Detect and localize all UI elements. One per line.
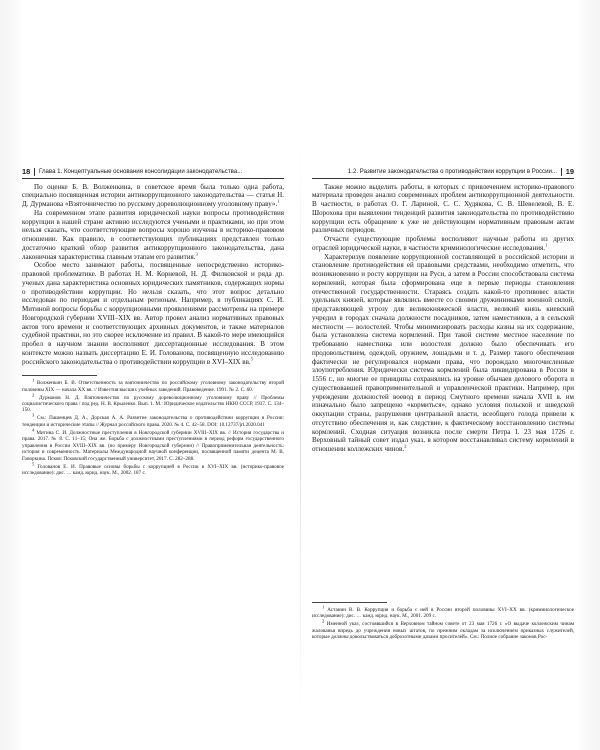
footnote-rule [22,375,97,376]
left-footnotes [22,377,284,476]
page-gutter [300,140,301,720]
right-body-text [312,183,574,454]
right-running-head [312,168,574,179]
paragraph: Особое место занимают работы, посвященные непосредственно историко-правовой проблематике. В работах Н. М. Корневой, Н. Д. Филковской и ряда др. ученых дана характеристика основных юридических памятников, содержащих нормы о противодействии коррупции. Но нельзя сказать, что этот вопрос детально исследован по периодам и отдельным регионам. Например, в публикациях С. И. Митиной вопросы борьбы с коррупционными проявлениями рассмотрены на примере Новгородской губернии XVIII–XIX вв. Автор провел анализ нормативных правовых актов того времени и соответствующих архивных документов, и также материалов судебной практики, но это скорее исключение из правил. В какой-то мере имеющийся пробел в научном знании восполняют диссертационные исследования. В этом контексте можно назвать диссертацию Е. И. Голованова, посвященную исследованию российского законодательства о противодействии коррупции в XVI–XIX вв.$^5$ [22,261,284,366]
right-footnotes [312,604,574,641]
footnote: $^2$ Именной указ, состоявшийся в Верховном тайном совете от 23 мая 1726 г. «О выдаче коллежским чинам жалованья впредь до учреждения новых штатов, по прежним окладам за исключением приказных служителей, которые должны довольствоваться доброхотными дачами просителей». См.: Полное собрание законов Рос- [312,618,574,640]
running-head-separator [34,168,35,176]
footnote: $^4$ Митина С. И. Должностные преступления в Новгородской губернии XVIII–XIX вв. // История государства и права. 2017. № 8. С. 11–15; Она же. Борьба с должностными преступлениями в период реформ государственного управления в России XVIII–XIX вв. (по примеру Новгородской губернии) // Правоприменительная деятельность: история и современность. Материалы Международной научной конференции, посвященной памяти доцента М. В. Говоркина. Псков: Псковский государственный университет, 2017. С. 282–288. [22,427,284,462]
paragraph: На современном этапе развития юридической науки вопросы противодействия коррупции в нашей стране активно исследуются учеными и практиками, но при этом нельзя сказать, что соответствующие вопросы хорошо изучены в историко-правовом отношении. Как правило, в соответствующих публикациях представлен только достаточно краткий обзор развития антикоррупционного законодательства, дана лаконичная характеристика главным этапам его развития.$^3$ [22,208,284,261]
footnote-rule [312,602,387,603]
footnote: $^5$ Голованов Е. И. Правовые основы борьбы с коррупцией в России в XVI–XIX вв. (историко-правовое исследование): дис. … канд. юрид. наук. М., 2002. 187 с. [22,460,284,476]
left-running-head [22,168,284,179]
left-body-text [22,183,284,367]
paragraph: Отчасти существующие проблемы восполняют научные работы из других отраслей юридической науки, в частности криминологические исследования.$^1$ [312,235,574,252]
left-running-head-title: Глава 1. Концептуальные основания консолидации законодательства... [39,168,243,175]
footnote: $^2$ Дурманов Н. Д. Взяточничество по русскому дореволюционному уголовному праву // Проблемы социалистического права / под ред. Н. В. Крыленко. Вып. 1. М.: Юридическое издательство НКЮ СССР, 1937. С. 134–150. [22,391,284,414]
left-page [22,168,284,478]
footnote: $^1$ Астанин В. В. Коррупция и борьба с ней в России второй половины XVI–XX вв. (криминологическое исследование): дис. … канд. юрид. наук. М., 2001. 209 с. [312,604,574,620]
footnote: $^1$ Волженкин Б. В. Ответственность за взяточничество по российскому уголовному законодательству второй половины XIX — начала XX вв. // Известия высших учебных заведений. Правоведение. 1991. № 2. С. 60. [22,377,284,393]
paragraph: По оценке Б. В. Волженкина, в советское время была только одна работа, специально посвященная истории антикоррупционного законодательства — статья Н. Д. Дурманова «Взяточничество по русскому дореволюционному уголовному праву».$^1$ [22,182,284,208]
footnote: $^3$ См.: Пашенцев Д. А., Дорская А. А. Развитие законодательства о противодействии коррупции в России: тенденции и исторические этапы // Журнал российского права. 2020. № 4. С. 42–58. DOI: 10.12737/jrl.2020.041 [22,412,284,428]
paragraph: Характеризуя появление коррупционной составляющей в российской истории и становление противодействия ей правовыми средствами, необходимо отметить, что возникновению и росту коррупции на Руси, а затем в России способствовала система кормлений, которая была сформирована еще в первые периоды становления отечественной государственности. Стараясь создать какой-то противовес власти удельных князей, которые являлись вместе со своими дружинниками военной силой, представляющей угрозу для великокняжеской власти, великий князь киевский учредил в городах сначала должности посадников, затем наместников, а в сельской местности — волостелей. Чтобы минимизировать расходы казны на их содержание, была установлена система кормлений. При такой системе местное население по требованию наместника или волостеля должно было обеспечивать его продовольствием, одеждой, оружием, лошадьми и т. д. Размер такого обеспечения фактически не регулировался нормами права, что порождало многочисленные злоупотребления. Юридически система кормлений была ликвидирована в России в 1556 г., но многие ее принципы сохранялись на уровне обычаев делового оборота и существовавшей правоприменительной и управленческой практики. Например, при учреждении должностей воевод в период Смутного времени начала XVII в. им изначально было запрещено «кормиться», однако условия польской и шведской оккупации страны, разрушения центральной власти, всеобщего голода привели к отсутствию обеспечения и, как следствие, к фактическому восстановлению системы кормлений. Сходная ситуация возникла после смерти Петра I. 23 мая 1726 г. Верховный тайный совет издал указ, в котором восстанавливал систему кормлений в отношении коллежских чинов.$^2$ [312,252,574,453]
left-page-number: 18 [22,167,31,176]
paragraph: Также можно выделить работы, в которых с привлечением историко-правового материала проведен анализ современных проблем антикоррупционной деятельности. В частности, в работах О. Г. Лариной, С. С. Худякова, С. В. Шевелевой, В. Е. Шорохова при выявлении тенденций развития законодательства по противодействию коррупции есть обращение к уже не действующим нормативным правовым актам различных периодов. [312,182,574,235]
right-page [312,168,574,642]
running-head-separator [561,168,562,176]
right-running-head-title: 1.2. Развитие законодательства о противодействии коррупции в России... [347,168,557,175]
right-page-number: 19 [565,167,574,176]
